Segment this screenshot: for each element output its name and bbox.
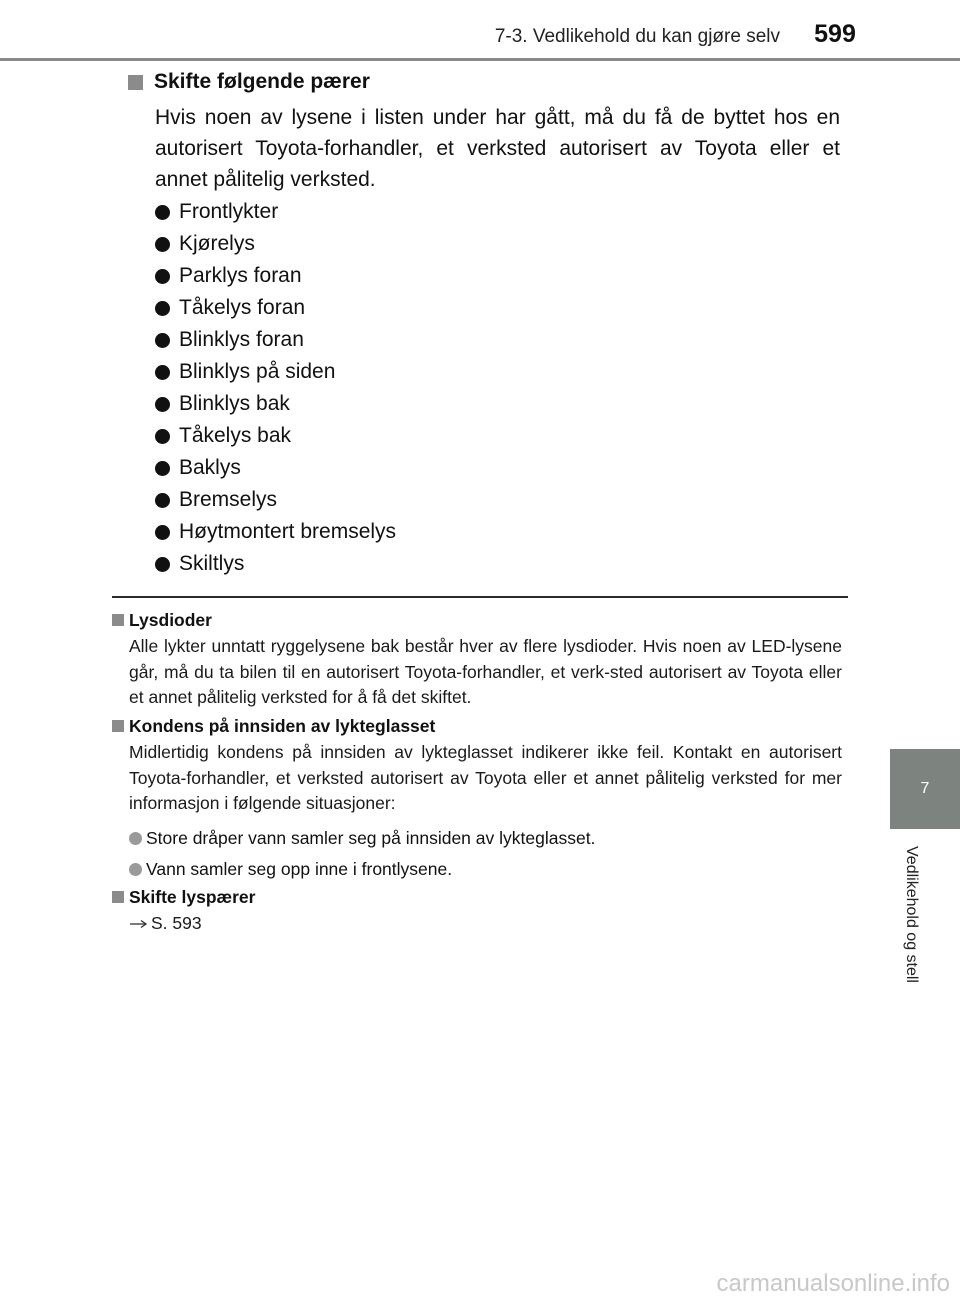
- list-item: [155, 228, 396, 260]
- list-item-text: Parklys foran: [179, 264, 302, 287]
- list-item-text: Tåkelys foran: [179, 296, 306, 319]
- note-condensation: [112, 714, 842, 885]
- list-item: [155, 292, 396, 324]
- square-bullet-icon: [112, 891, 124, 903]
- square-bullet-icon: [112, 720, 124, 732]
- note-heading: [112, 885, 842, 909]
- bullet-dot-icon: [155, 557, 170, 572]
- note-body: Midlertidig kondens på innsiden av lykteglasset indikerer ikke feil. Kontakt en autorisert Toyota-forhandler, et verksted autorisert av Toyota eller et annet pålitelig verksted for mer informasjon i følgende situasjoner:: [129, 742, 842, 813]
- note-heading: [112, 714, 842, 738]
- page-reference-link[interactable]: [129, 913, 842, 934]
- page-reference-text: S. 593: [151, 913, 202, 933]
- bulb-list: [155, 196, 396, 580]
- list-item-text: Blinklys bak: [179, 392, 290, 415]
- list-item: [155, 260, 396, 292]
- bullet-dot-icon: [155, 269, 170, 284]
- list-item-text: Baklys: [179, 456, 241, 479]
- list-item: [155, 452, 396, 484]
- bullet-dot-icon: [155, 205, 170, 220]
- list-item: [155, 420, 396, 452]
- list-item-text: Blinklys på siden: [179, 360, 336, 383]
- bullet-dot-icon: [155, 429, 170, 444]
- list-item-text: Høytmontert bremselys: [179, 520, 397, 543]
- list-item: [155, 196, 396, 228]
- list-item-text: Store dråper vann samler seg på innsiden av lykteglasset.: [146, 827, 596, 848]
- list-item-text: Bremselys: [179, 488, 278, 511]
- list-item-text: Kjørelys: [179, 232, 255, 255]
- note-heading-text: Kondens på innsiden av lykteglasset: [129, 716, 436, 736]
- main-heading: [128, 70, 370, 94]
- square-bullet-icon: [112, 614, 124, 626]
- condensation-list: [129, 823, 842, 885]
- list-item: [155, 356, 396, 388]
- note-body: Alle lykter unntatt ryggelysene bak består hver av flere lysdioder. Hvis noen av LED-lysene går, må du ta bilen til en autorisert Toyota-forhandler, et verk-sted autorisert av Toyota eller et annet pålitelig verksted for å få det skiftet.: [129, 636, 842, 707]
- bullet-dot-icon: [155, 461, 170, 476]
- list-item: [155, 388, 396, 420]
- list-item: [155, 548, 396, 580]
- arrow-right-icon: [129, 919, 149, 929]
- list-item-text: Tåkelys bak: [179, 424, 292, 447]
- list-item: [129, 854, 842, 885]
- main-paragraph: Hvis noen av lysene i listen under har gått, må du få de byttet hos en autorisert Toyota-forhandler, et verksted autorisert av Toyota eller et annet pålitelig verksted.: [155, 106, 840, 191]
- bullet-dot-icon: [129, 832, 142, 845]
- list-item-text: Frontlykter: [179, 200, 279, 223]
- header-divider: [0, 58, 960, 61]
- bullet-dot-icon: [155, 525, 170, 540]
- square-bullet-icon: [128, 75, 143, 90]
- list-item-text: Vann samler seg opp inne i frontlysene.: [146, 858, 453, 879]
- note-led: [112, 608, 842, 711]
- section-divider: [112, 596, 848, 598]
- list-item-text: Blinklys foran: [179, 328, 304, 351]
- bullet-dot-icon: [155, 237, 170, 252]
- list-item-text: Skiltlys: [179, 552, 245, 575]
- list-item: [155, 516, 396, 548]
- bullet-dot-icon: [155, 493, 170, 508]
- bullet-dot-icon: [155, 333, 170, 348]
- main-heading-text: Skifte følgende pærer: [154, 70, 370, 93]
- bullet-dot-icon: [155, 301, 170, 316]
- note-heading-text: Lysdioder: [129, 610, 212, 630]
- chapter-label: Vedlikehold og stell: [903, 846, 920, 983]
- bullet-dot-icon: [155, 365, 170, 380]
- chapter-number: 7: [920, 780, 930, 797]
- chapter-tab[interactable]: [890, 749, 960, 829]
- note-heading-text: Skifte lyspærer: [129, 887, 256, 907]
- note-heading: [112, 608, 842, 632]
- watermark: carmanualsonline.info: [716, 1270, 950, 1297]
- list-item: [129, 823, 842, 854]
- list-item: [155, 324, 396, 356]
- list-item: [155, 484, 396, 516]
- page-number: 599: [814, 20, 856, 48]
- note-bulbs: [112, 885, 842, 934]
- header-section-title: 7-3. Vedlikehold du kan gjøre selv: [494, 26, 780, 47]
- bullet-dot-icon: [129, 863, 142, 876]
- bullet-dot-icon: [155, 397, 170, 412]
